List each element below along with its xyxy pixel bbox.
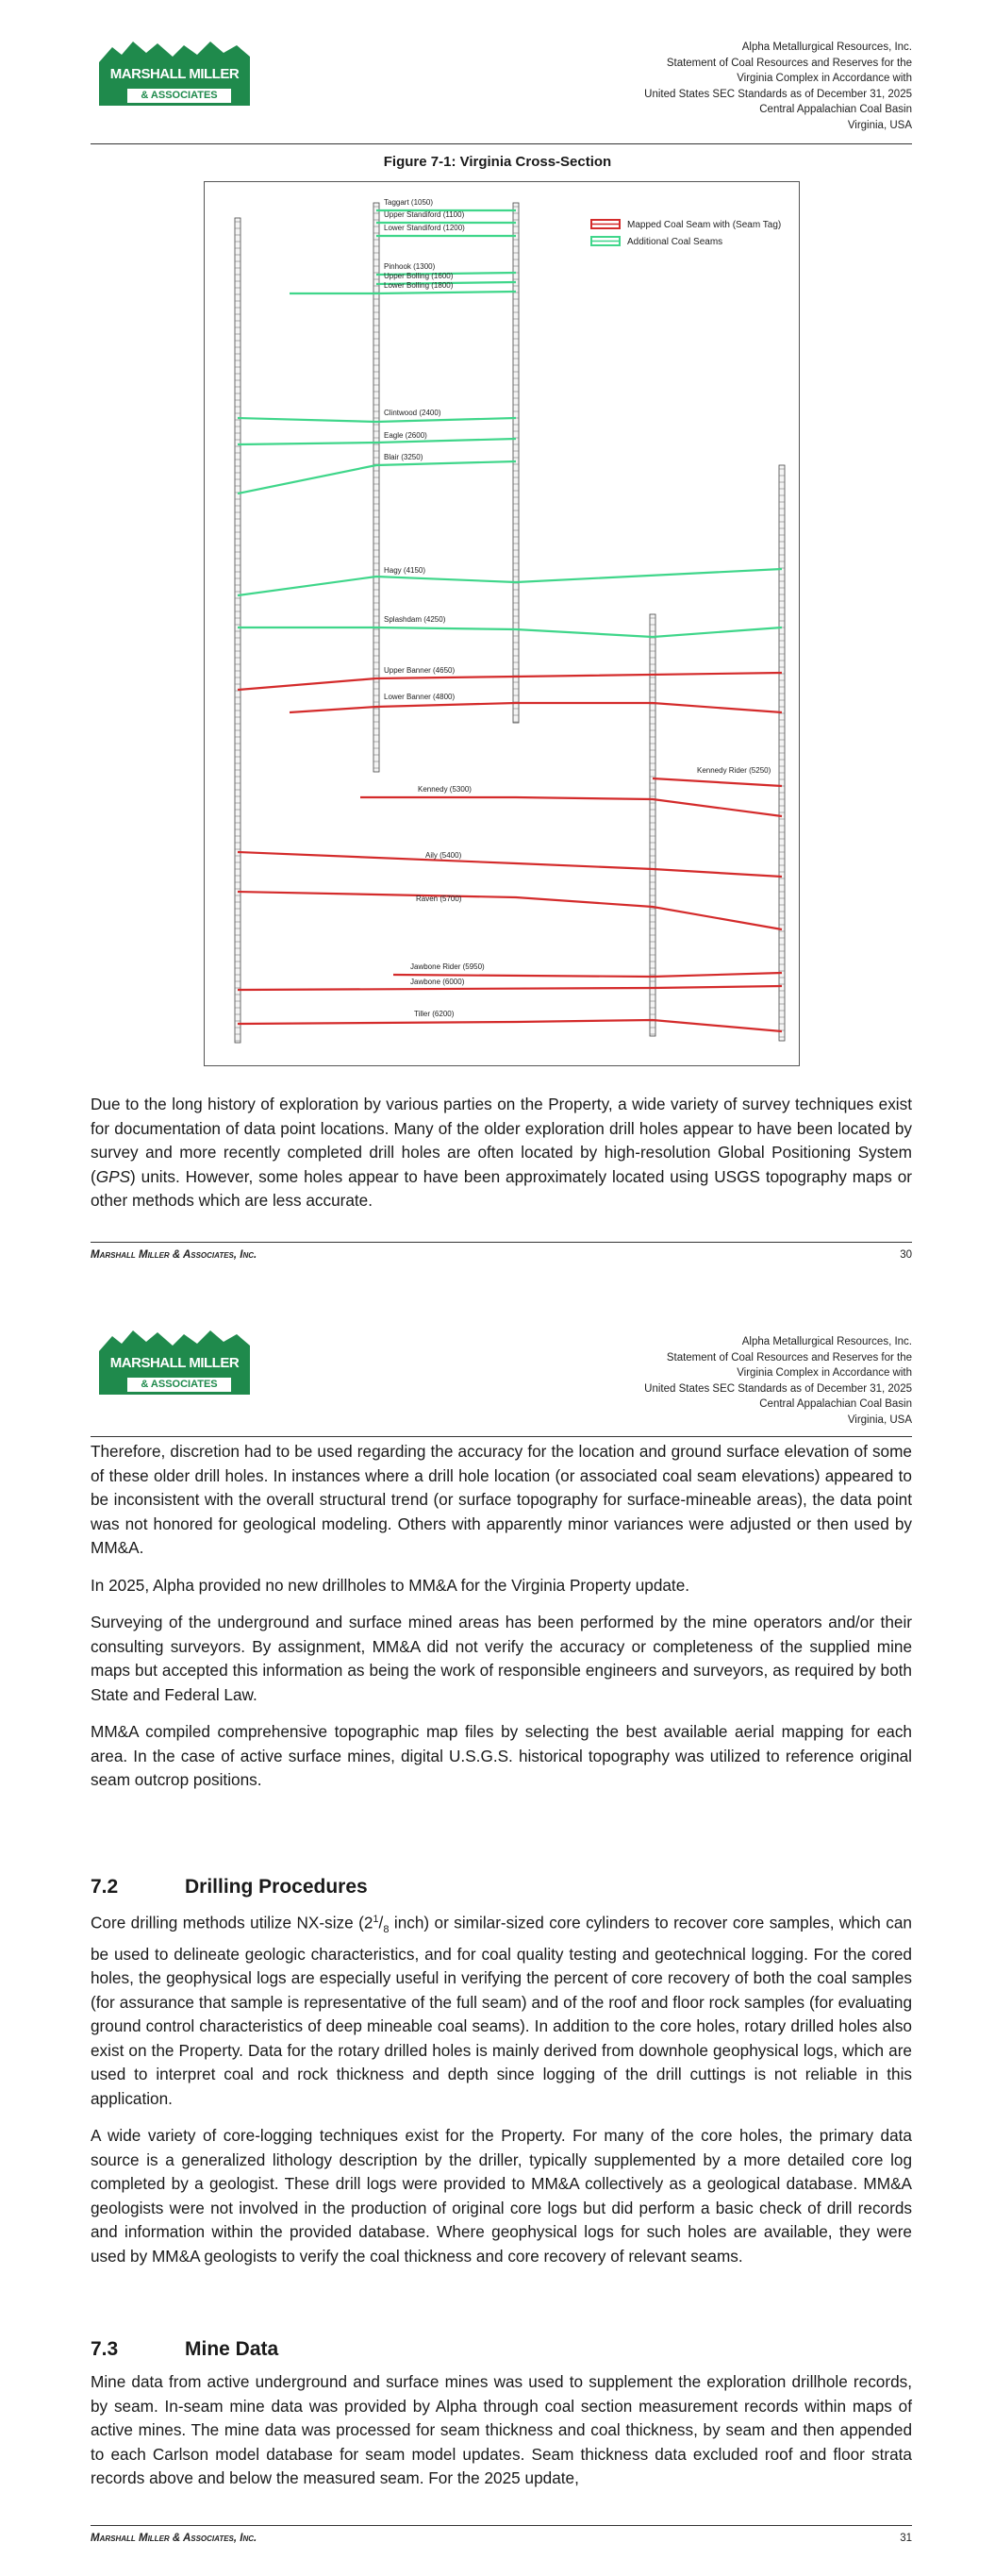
company-logo bbox=[99, 1325, 250, 1395]
paragraph: In 2025, Alpha provided no new drillholes to MM&A for the Virginia Property update. bbox=[91, 1575, 690, 1595]
paragraph: MM&A compiled comprehensive topographic map files by selecting the best available aerial mapping for each area. In the case of active surface mines, digital U.S.G.S. historical topography was utilized to reference original seam outcrop positions. bbox=[91, 1722, 912, 1789]
seam-label: Lower Standiford (1200) bbox=[384, 224, 465, 232]
logo-line1: MARSHALL MILLER bbox=[109, 66, 240, 82]
legend-label-additional: Additional Coal Seams bbox=[627, 237, 723, 247]
seam-line bbox=[238, 892, 782, 929]
seam-label: Lower Banner (4800) bbox=[384, 693, 456, 701]
seam-label: Upper Banner (4650) bbox=[384, 666, 456, 675]
header-line: Statement of Coal Resources and Reserves for the bbox=[666, 1351, 912, 1363]
page-number: 31 bbox=[900, 2533, 912, 2544]
report-header bbox=[644, 40, 912, 133]
logo-line1: MARSHALL MILLER bbox=[109, 1355, 240, 1371]
section-heading-7-3 bbox=[91, 2338, 278, 2361]
footer-company: Marshall Miller & Associates, Inc. bbox=[91, 1249, 257, 1261]
seam-label: Kennedy (5300) bbox=[418, 785, 472, 794]
text-run: Core drilling methods utilize NX-size (2 bbox=[91, 1913, 373, 1932]
seam-line bbox=[290, 292, 516, 293]
seam-label: Jawbone Rider (5950) bbox=[410, 962, 485, 971]
header-divider bbox=[91, 1436, 912, 1437]
paragraph bbox=[91, 1093, 912, 1213]
seam-label: Tiller (6200) bbox=[414, 1010, 455, 1018]
body-paragraph-survey bbox=[91, 1093, 912, 1227]
body-section-72 bbox=[91, 1908, 912, 2282]
seam-line bbox=[393, 973, 782, 977]
seam-label: Eagle (2600) bbox=[384, 431, 427, 440]
seam-line bbox=[290, 703, 782, 712]
seam-label: Clintwood (2400) bbox=[384, 409, 441, 417]
seam-label: Aily (5400) bbox=[425, 851, 462, 860]
section-title: Mine Data bbox=[185, 2338, 279, 2360]
header-line: Alpha Metallurgical Resources, Inc. bbox=[741, 1336, 912, 1347]
logo-line2: & ASSOCIATES bbox=[141, 1379, 218, 1390]
company-logo bbox=[99, 36, 250, 106]
section-heading-7-2 bbox=[91, 1876, 368, 1899]
drill-hole-column bbox=[373, 203, 379, 772]
body-section-73 bbox=[91, 2370, 912, 2504]
seam-line bbox=[238, 673, 782, 690]
seam-line bbox=[238, 627, 782, 637]
seam-line bbox=[238, 1020, 782, 1031]
page-number: 30 bbox=[900, 1249, 912, 1261]
page-31 bbox=[0, 1291, 995, 2576]
drill-hole-column bbox=[513, 203, 519, 723]
seam-label: Kennedy Rider (5250) bbox=[697, 766, 771, 775]
header-line: Virginia, USA bbox=[847, 119, 912, 131]
paragraph: Surveying of the underground and surface mined areas has been performed by the mine operators and/or their consulting surveyors. By assignment, MM&A did not verify the accuracy or completeness of the supplied mine maps but accepted this information as being the work of responsible engineers and surveyors, as required by both State and Federal Law. bbox=[91, 1613, 912, 1704]
footer-divider bbox=[91, 2525, 912, 2526]
logo-line2: & ASSOCIATES bbox=[141, 90, 218, 101]
cross-section-figure bbox=[204, 181, 800, 1066]
seam-line bbox=[238, 986, 782, 990]
drill-hole-column bbox=[235, 218, 240, 1043]
text-run: ) units. However, some holes appear to have been approximately located using USGS topography maps or other methods which are less accurate. bbox=[91, 1166, 912, 1210]
section-number: 7.3 bbox=[91, 2338, 119, 2360]
gps-term: GPS bbox=[95, 1166, 131, 1186]
seam-label: Upper Bolling (1600) bbox=[384, 272, 454, 280]
legend-label-mapped: Mapped Coal Seam with (Seam Tag) bbox=[627, 220, 782, 230]
seam-line bbox=[653, 778, 782, 786]
header-line: United States SEC Standards as of December 31, 2025 bbox=[644, 88, 912, 100]
report-header bbox=[644, 1334, 912, 1428]
header-line: Virginia Complex in Accordance with bbox=[737, 73, 912, 84]
seam-label: Taggart (1050) bbox=[384, 198, 434, 207]
text-run: inch) or similar-sized core cylinders to recover core samples, which can be used to delineate geologic characteristics, and for coal quality testing and geotechnical logging. For the cored holes, the geophysical logs are especially useful in verifying the percent of core recovery of both the coal samples (for assurance that sample is representative of the full seam) and of the roof and floor rock samples (for evaluating ground control characteristics of deep mineable coal seams). In addition to the core holes, rotary drilled holes also exist on the Property. Data for the rotary drilled holes is mainly derived from downhole geophysical logs, which are used to interpret coal and rock thickness and depth since logging of the drill cuttings is not reliable in this application. bbox=[91, 1913, 912, 2108]
paragraph: Mine data from active underground and surface mines was used to supplement the exploration drillhole records, by seam. In-seam mine data was provided by Alpha through coal section measurement records within maps of active mines. The mine data was processed for seam thickness and coal thickness, by seam and then appended to each Carlson model database for seam model updates. Seam thickness data excluded roof and floor strata records above and below the measured seam. For the 2025 update, bbox=[91, 2372, 912, 2487]
seam-label: Hagy (4150) bbox=[384, 566, 426, 575]
paragraph bbox=[91, 1908, 912, 2111]
seam-line bbox=[360, 797, 782, 816]
header-line: Alpha Metallurgical Resources, Inc. bbox=[741, 42, 912, 53]
seam-label: Jawbone (6000) bbox=[410, 978, 465, 986]
fraction-denominator: 8 bbox=[383, 1924, 390, 1936]
footer-company: Marshall Miller & Associates, Inc. bbox=[91, 2533, 257, 2544]
footer-divider bbox=[91, 1242, 912, 1243]
seam-label: Pinhook (1300) bbox=[384, 262, 436, 271]
seam-line bbox=[238, 569, 782, 595]
seam-label: Lower Bolling (1800) bbox=[384, 281, 454, 290]
paragraph: Therefore, discretion had to be used regarding the accuracy for the location and ground surface elevation of some of these older drill holes. In instances where a drill hole location (or associated coal seam elevations) appeared to be inconsistent with the overall structural trend (or surface topography for surface-mineable areas), the data point was not honored for geological modeling. Others with apparently minor variances were adjusted or then used by MM&A. bbox=[91, 1442, 912, 1557]
paragraph: A wide variety of core-logging techniques exist for the Property. For many of the core holes, the primary data source is a generalized lithology description by the driller, typically supplemented by a more detailed core log completed by a geologist. These drill logs were provided to MM&A collectively as a geological database. MM&A geologists were not involved in the production of original core logs but did perform a basic check of drill records and information within the provided database. Where geophysical logs for such holes are available, they were used by MM&A geologists to verify the coal thickness and core recovery of relevant seams. bbox=[91, 2126, 912, 2266]
seam-line bbox=[238, 852, 782, 877]
seam-label: Raven (5700) bbox=[416, 895, 462, 903]
seam-label: Blair (3250) bbox=[384, 453, 423, 461]
header-line: Central Appalachian Coal Basin bbox=[759, 104, 912, 115]
body-section-71-continued bbox=[91, 1440, 912, 1806]
header-line: Virginia, USA bbox=[847, 1413, 912, 1426]
fraction-numerator: 1 bbox=[373, 1914, 379, 1925]
text-run: Due to the long history of exploration by various parties on the Property, a wide variety of survey techniques exist for documentation of data point locations. Many of the older exploration drill holes appear to have been located by survey and more recently completed drill holes are often located by high-resolution Global Positioning System ( bbox=[91, 1095, 912, 1186]
figure-title: Figure 7-1: Virginia Cross-Section bbox=[383, 154, 612, 170]
section-title: Drilling Procedures bbox=[185, 1876, 368, 1898]
header-line: Statement of Coal Resources and Reserves for the bbox=[666, 57, 912, 69]
seam-label: Upper Standiford (1100) bbox=[384, 210, 465, 219]
section-number: 7.2 bbox=[91, 1876, 119, 1898]
cross-section-diagram bbox=[205, 182, 801, 1067]
seam-label: Splashdam (4250) bbox=[384, 615, 446, 624]
header-divider bbox=[91, 143, 912, 144]
fraction-slash: / bbox=[378, 1913, 384, 1932]
header-line: United States SEC Standards as of December 31, 2025 bbox=[644, 1382, 912, 1395]
header-line: Central Appalachian Coal Basin bbox=[759, 1398, 912, 1410]
header-line: Virginia Complex in Accordance with bbox=[737, 1367, 912, 1379]
